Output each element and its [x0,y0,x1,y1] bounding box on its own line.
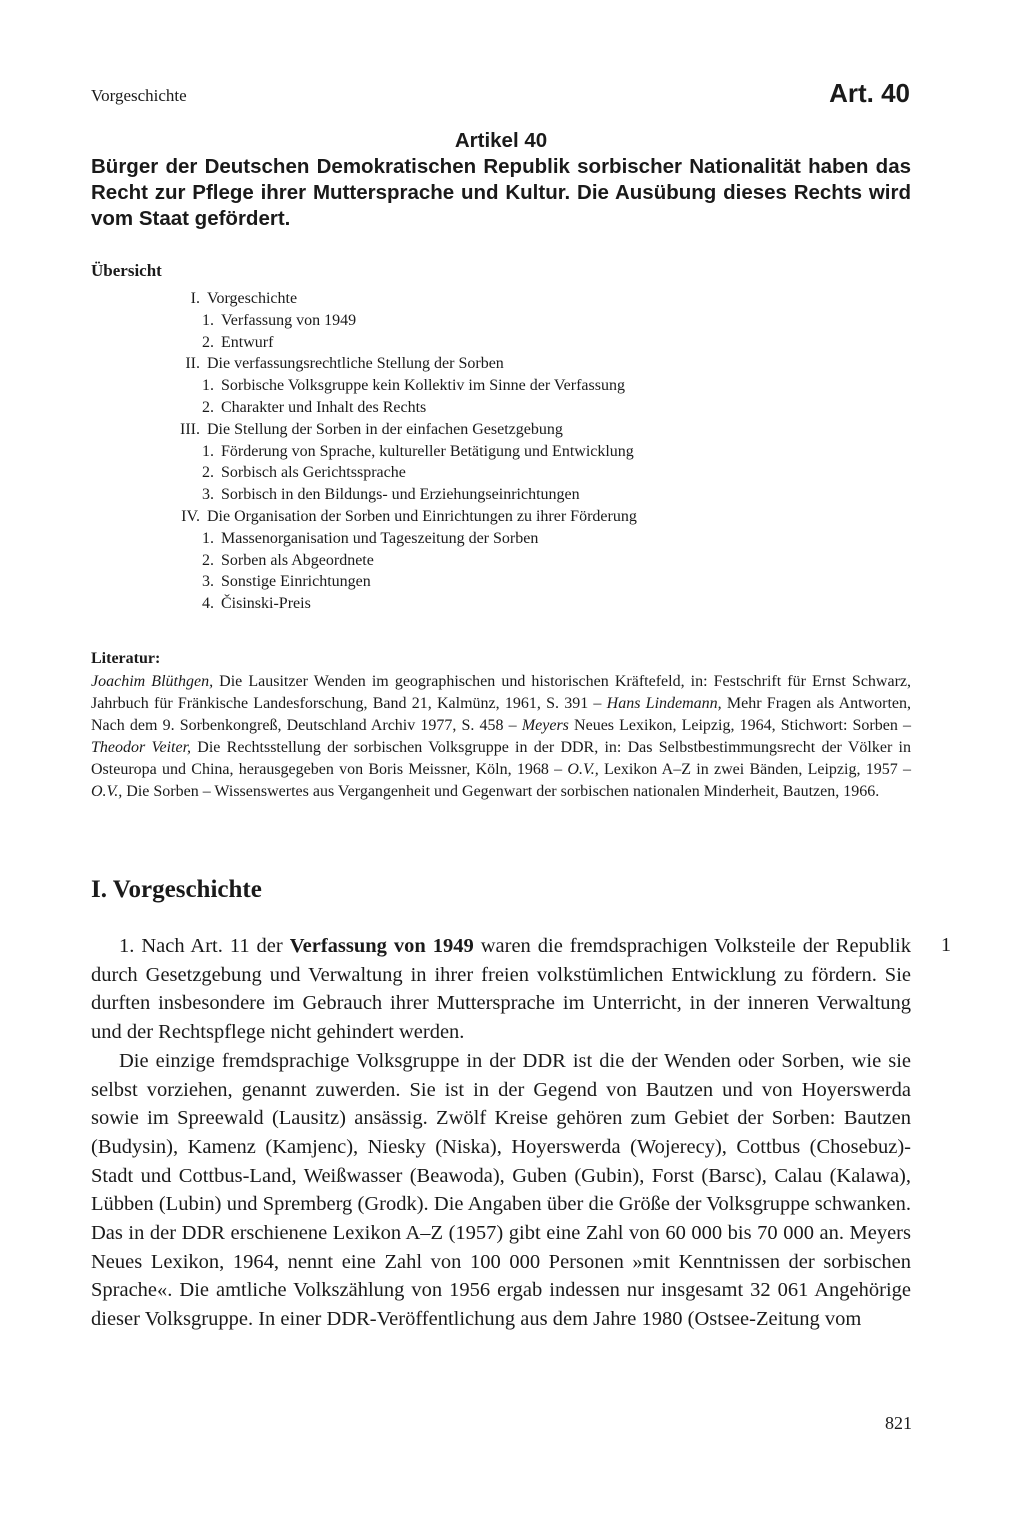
toc-item-number: 2. [202,398,214,416]
toc-item [150,310,750,332]
toc-item [150,375,750,397]
toc-item [150,462,750,484]
toc-item-label: Massenorganisation und Tageszeitung der Sorben [221,529,539,547]
paragraph-segment: waren die fremdsprachigen Volksteile der Republik durch Gesetzgebung und Verwaltung in ihrer freien volkstümlichen Entwicklung zu fördern. Sie durften insbesondere im Gebrauch ihrer Muttersprache im Unterricht, in der inneren Verwaltung und der Rechtspflege nicht gehindert werden. [91,935,911,1044]
toc-item [150,353,750,375]
toc-item-number: 2. [202,464,214,482]
literature-segment: Die Lausitzer Wenden im geographischen und historischen Kräftefeld, in: Festschrift für Ernst Schwarz, Jahrbuch für Fränkische Landesforschung, Band 21, Kalmünz, 1961, S. 391 – [91,673,912,712]
main-text [91,932,911,1334]
paragraph [91,932,911,1047]
toc-item-number: I. [190,290,200,307]
toc-item [150,528,750,550]
toc-item [150,506,750,528]
toc-item [150,397,750,419]
page-number: 821 [885,1413,912,1433]
toc-item-label: Verfassung von 1949 [221,311,357,329]
literature-author: Meyers [521,717,569,734]
literature-author: Theodor Veiter, [91,739,192,756]
toc-item-number: III. [180,420,200,438]
toc-item-label: Entwurf [221,333,274,351]
literature-segment: Neues Lexikon, Leipzig, 1964, Stichwort: Sorben – [568,717,911,734]
paragraph [91,1047,911,1334]
toc-item [150,441,750,463]
paragraph-segment: Die einzige fremdsprachige Volksgruppe in der DDR ist die der Wenden oder Sorben, wie sie selbst vorziehen, genannt zuwerden. Sie ist in der Gegend von Bautzen und von Hoyerswerda sowie im Spreewald (Lausitz) ansässig. Zwölf Kreise gehören zum Gebiet der Sorben: Bautzen (Budysin), Kamenz (Kamjenc), Niesky (Niska), Hoyerswerda (Wojerecy), Cottbus (Chosebuz)-Stadt und Cottbus-Land, Weißwasser (Beawoda), Guben (Gubin), Forst (Barsc), Calau (Kalawa), Lübben (Lubin) und Spremberg (Grodk). Die Angaben über die Größe der Volksgruppe schwanken. Das in der DDR erschienene Lexikon A–Z (1957) gibt eine Zahl von 60 000 bis 70 000 an. Meyers Neues Lexikon, 1964, nennt eine Zahl von 100 000 Personen »mit Kenntnissen der sorbischen Sprache«. Die amtliche Volkszählung von 1956 ergab indessen nur insgesamt 32 061 Angehörige dieser Volksgruppe. In einer DDR-Veröffentlichung aus dem Jahre 1980 (Ostsee-Zeitung vom [91,1049,911,1331]
toc-item-number: 2. [202,333,214,351]
toc-item-label: Die verfassungsrechtliche Stellung der Sorben [207,355,504,373]
toc-item-label: Sonstige Einrichtungen [221,573,371,591]
toc-item [150,419,750,441]
toc-item [150,550,750,572]
toc-item-number: 3. [202,573,214,591]
literature-author: Hans Lindemann, [606,695,722,712]
toc-item [150,288,750,310]
marginal-number: 1 [941,934,951,956]
toc-item-number: 4. [202,595,214,613]
toc-item-number: 1. [202,442,214,460]
literature-text [91,671,911,803]
toc-item-number: 1. [202,529,214,547]
toc-item-number: 1. [202,377,214,395]
table-of-contents [150,288,750,615]
emphasized-term: Verfassung von 1949 [289,935,474,957]
section-heading: I. Vorgeschichte [91,876,262,903]
toc-item-label: Sorbisch in den Bildungs- und Erziehungseinrichtungen [221,486,580,504]
article-heading [91,128,911,232]
toc-item-label: Die Stellung der Sorben in der einfachen Gesetzgebung [207,420,563,438]
overview-title: Übersicht [91,261,162,280]
toc-item-label: Sorbisch als Gerichtssprache [221,464,406,482]
toc-item-label: Charakter und Inhalt des Rechts [221,398,427,416]
running-header-title: Vorgeschichte [91,86,187,105]
literature-author: Joachim Blüthgen, [91,673,214,690]
toc-item-number: II. [185,355,200,373]
literature-segment: Lexikon A–Z in zwei Bänden, Leipzig, 1957 – [598,761,911,778]
toc-item-number: 3. [202,486,214,504]
article-title: Artikel 40 [454,129,548,152]
toc-item [150,332,750,354]
toc-item-label: Vorgeschichte [207,290,298,307]
paragraph-segment: 1. Nach Art. 11 der [119,935,290,957]
article-text: Bürger der Deutschen Demokratischen Republik sorbischer Nationalität haben das Recht zur Pflege ihrer Muttersprache und Kultur. Die Ausübung dieses Rechts wird vom Staat gefördert. [91,155,911,230]
toc-item-number: IV. [181,507,200,525]
toc-item-label: Förderung von Sprache, kultureller Betätigung und Entwicklung [221,442,634,460]
toc-item-number: 2. [202,551,214,569]
toc-item-label: Sorben als Abgeordnete [221,551,374,569]
toc-item [150,571,750,593]
toc-item [150,484,750,506]
toc-item-label: Die Organisation der Sorben und Einrichtungen zu ihrer Förderung [207,507,637,525]
literature-segment: Die Sorben – Wissenswertes aus Vergangenheit und Gegenwart der sorbischen nationalen Minderheit, Bautzen, 1966. [122,783,880,800]
toc-item-label: Sorbische Volksgruppe kein Kollektiv im Sinne der Verfassung [221,377,625,395]
literature-segment: Mehr Fragen als Antworten, Nach dem 9. Sorbenkongreß, Deutschland Archiv 1977, S. 458 – [91,695,912,734]
literature-author: O.V., [567,761,599,778]
toc-item-label: Čisinski-Preis [221,595,311,613]
literature-segment: Die Rechtsstellung der sorbischen Volksgruppe in der DDR, in: Das Selbstbestimmungsrecht der Völker in Osteuropa und China, herausgegeben von Boris Meissner, Köln, 1968 – [91,739,911,778]
literature-author: O.V., [91,783,123,800]
toc-item-number: 1. [202,311,214,329]
toc-item [150,593,750,615]
running-header-article: Art. 40 [829,78,910,108]
literature-title: Literatur: [91,650,161,667]
